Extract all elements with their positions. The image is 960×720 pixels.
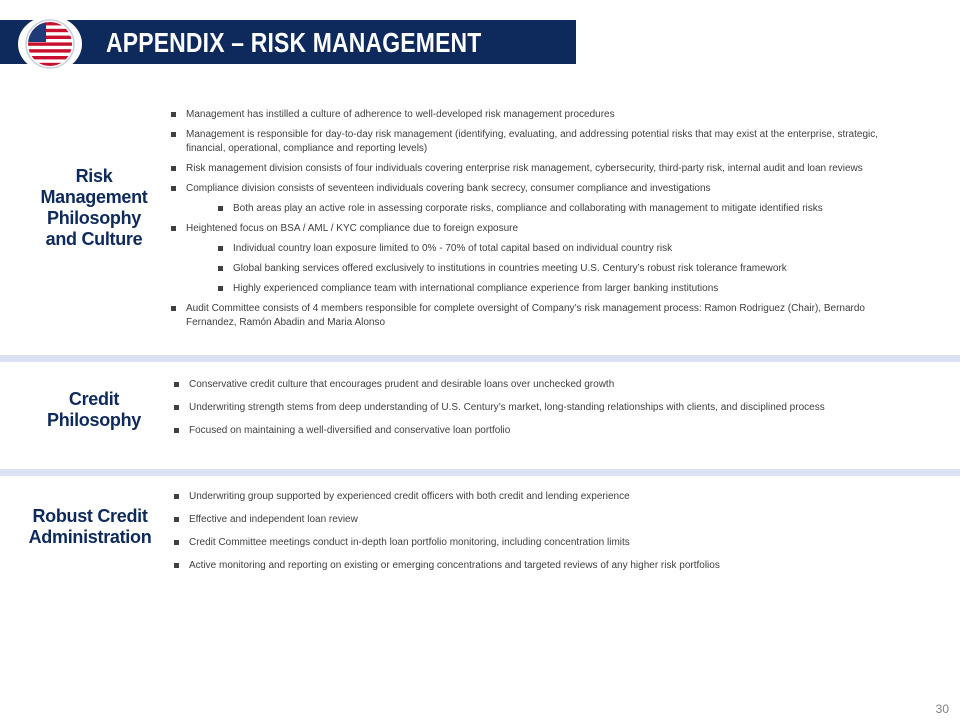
list-item xyxy=(174,536,874,550)
section-label-line: Robust Credit xyxy=(32,506,148,526)
list-item xyxy=(174,559,874,573)
page-number: 30 xyxy=(935,702,949,716)
section-label-line: Risk xyxy=(75,166,113,186)
bullet-text: Global banking services offered exclusively to institutions in countries meeting U.S. Century’s robust risk tolerance framework xyxy=(233,263,787,274)
list-item xyxy=(174,490,874,504)
bullet-square-icon xyxy=(174,428,179,433)
bullet-square-icon xyxy=(174,382,179,387)
bullet-text: Management has instilled a culture of adherence to well-developed risk management procedures xyxy=(186,109,615,120)
section-label-line: Credit xyxy=(68,389,120,409)
bullet-square-icon xyxy=(174,405,179,410)
bullet-text: Heightened focus on BSA / AML / KYC compliance due to foreign exposure xyxy=(186,223,519,234)
list-item xyxy=(218,202,891,216)
bullet-square-icon xyxy=(171,186,176,191)
bullet-text: Management is responsible for day-to-day risk management (identifying, evaluating, and addressing potential risks that may exist at the enterprise, strategic, financial, operational, compliance and reporting levels) xyxy=(186,129,879,154)
bullet-text: Conservative credit culture that encourages prudent and desirable loans over unchecked growth xyxy=(189,379,615,390)
section-label-line: Philosophy xyxy=(46,410,141,430)
section-label-line: and Culture xyxy=(45,229,143,249)
section-label-line: Philosophy xyxy=(46,208,141,228)
bullet-text: Focused on maintaining a well-diversified and conservative loan portfolio xyxy=(189,425,511,436)
bullet-text: Credit Committee meetings conduct in-depth loan portfolio monitoring, including concentration limits xyxy=(189,537,630,548)
section-label-robust-credit-administration xyxy=(5,506,175,548)
bullet-square-icon xyxy=(171,166,176,171)
bullet-square-icon xyxy=(171,112,176,117)
list-item xyxy=(171,108,891,122)
section-label-credit-philosophy xyxy=(9,389,179,431)
bullet-text: Risk management division consists of four individuals covering enterprise risk management, cybersecurity, third-party risk, internal audit and loan reviews xyxy=(186,163,863,174)
bullet-square-icon xyxy=(218,246,223,251)
list-item xyxy=(171,162,891,176)
list-item xyxy=(171,128,891,156)
section-label-risk-management xyxy=(9,166,179,250)
bullet-square-icon xyxy=(218,286,223,291)
risk-management-bullet-list xyxy=(171,108,891,330)
section-label-line: Administration xyxy=(28,527,152,547)
us-flag-circle-logo-icon xyxy=(17,16,83,72)
bullet-text: Effective and independent loan review xyxy=(189,514,358,525)
credit-administration-bullet-list xyxy=(174,490,874,573)
list-item xyxy=(171,182,891,196)
section-label-line: Management xyxy=(40,187,148,207)
bullet-text: Both areas play an active role in assessing corporate risks, compliance and collaborating with management to mitigate identified risks xyxy=(233,203,823,214)
bullet-square-icon xyxy=(174,494,179,499)
bullet-square-icon xyxy=(218,206,223,211)
list-item xyxy=(174,513,874,527)
bullet-text: Highly experienced compliance team with international compliance experience from larger banking institutions xyxy=(233,283,719,294)
bullet-square-icon xyxy=(174,517,179,522)
list-item xyxy=(171,222,891,236)
bullet-text: Compliance division consists of seventeen individuals covering bank secrecy, consumer compliance and investigations xyxy=(186,183,711,194)
section-divider xyxy=(0,469,960,476)
bullet-square-icon xyxy=(171,306,176,311)
bullet-square-icon xyxy=(174,540,179,545)
bullet-text: Individual country loan exposure limited to 0% - 70% of total capital based on individual country risk xyxy=(233,243,673,254)
bullet-square-icon xyxy=(171,226,176,231)
bullet-square-icon xyxy=(174,563,179,568)
list-item xyxy=(174,401,874,415)
list-item xyxy=(218,282,891,296)
bullet-text: Audit Committee consists of 4 members responsible for complete oversight of Company’s risk management process: Ramon Rodriguez (Chair), Bernardo Fernandez, Ramón Abadin and Maria Alonso xyxy=(186,303,865,328)
bullet-text: Active monitoring and reporting on existing or emerging concentrations and targeted reviews of any higher risk portfolios xyxy=(189,560,720,571)
list-item xyxy=(174,424,874,438)
credit-philosophy-bullet-list xyxy=(174,378,874,438)
section-divider xyxy=(0,355,960,362)
list-item xyxy=(218,242,891,256)
list-item xyxy=(174,378,874,392)
bullet-square-icon xyxy=(218,266,223,271)
list-item xyxy=(218,262,891,276)
bullet-text: Underwriting strength stems from deep understanding of U.S. Century’s market, long-standing relationships with clients, and disciplined process xyxy=(189,402,825,413)
bullet-text: Underwriting group supported by experienced credit officers with both credit and lending experience xyxy=(189,491,630,502)
list-item xyxy=(171,302,891,330)
bullet-square-icon xyxy=(171,132,176,137)
page-title: APPENDIX – RISK MANAGEMENT xyxy=(106,27,482,58)
